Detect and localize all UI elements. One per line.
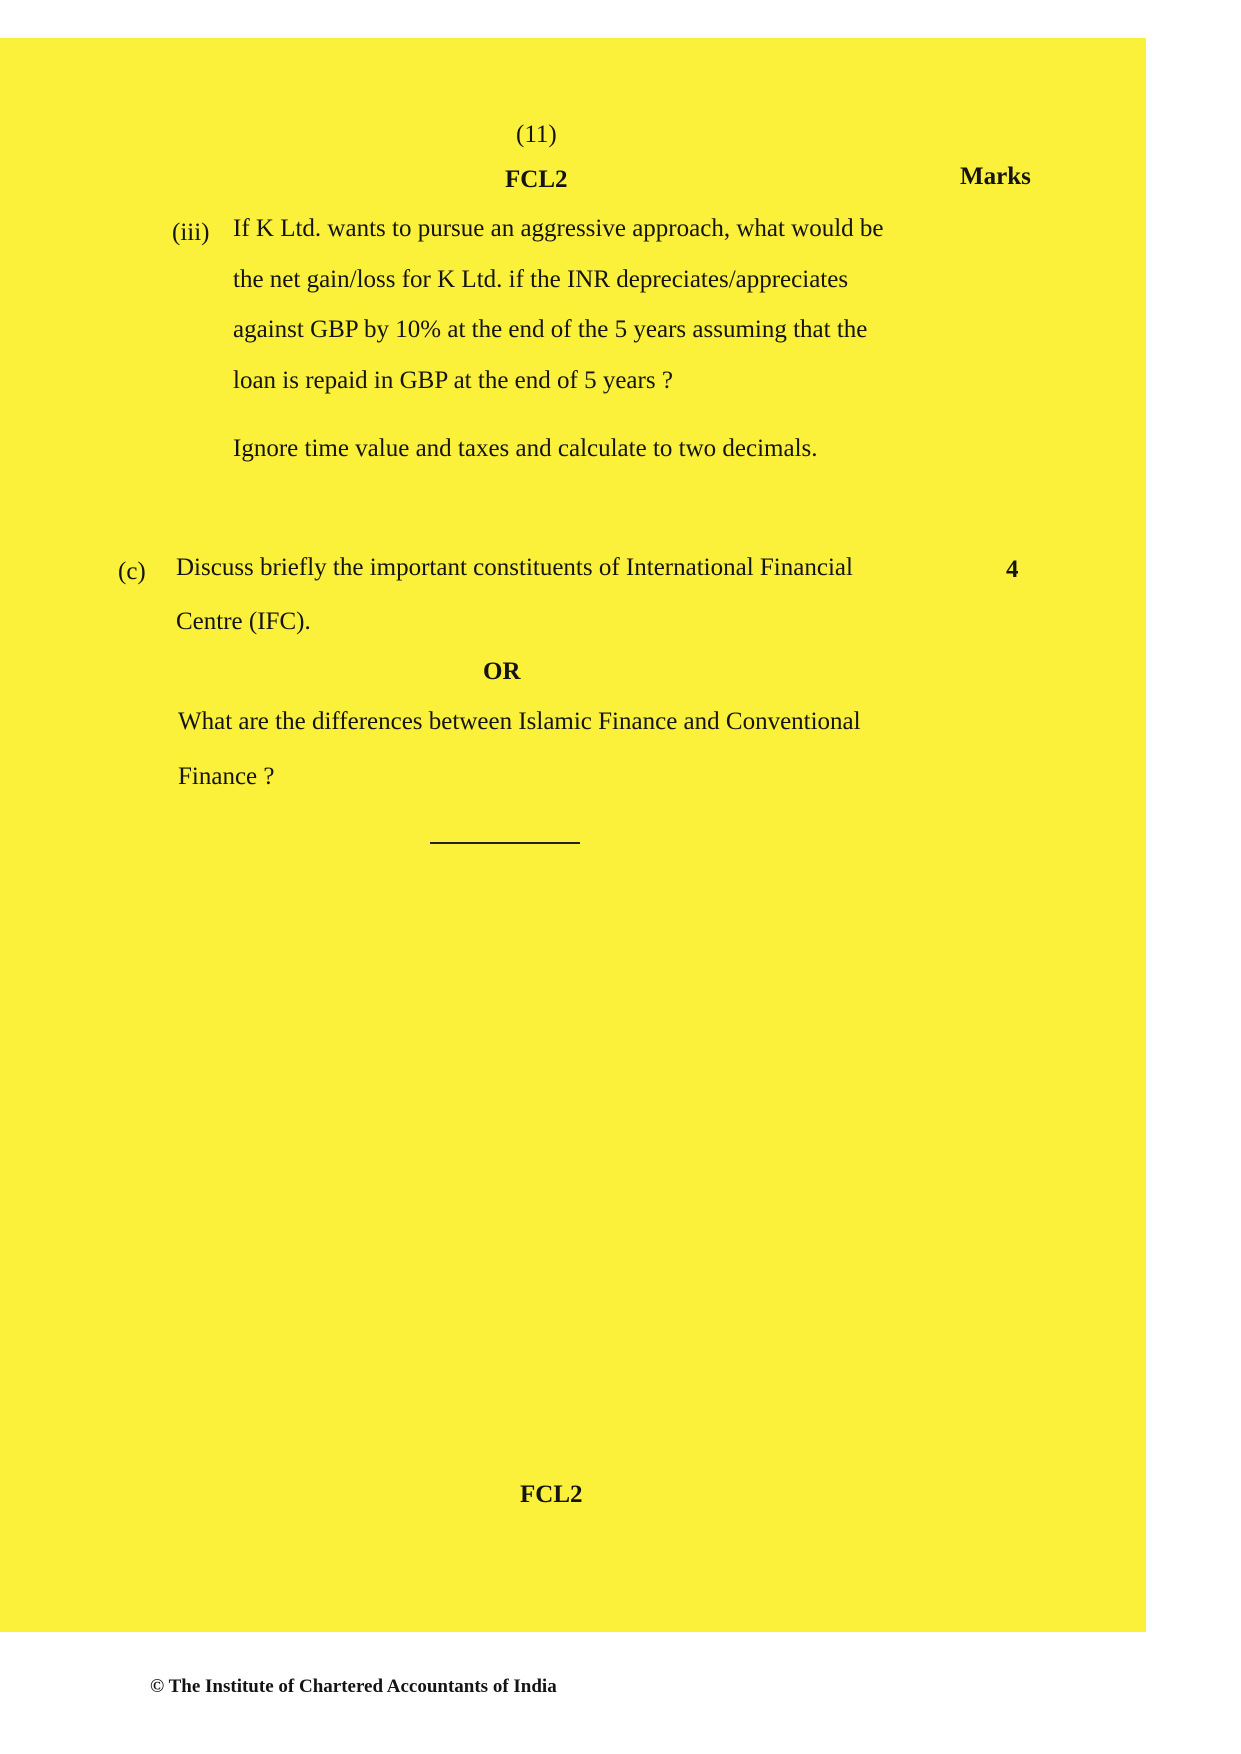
question-iii-line-1-text: If K Ltd. wants to pursue an aggressive approach, what would be [233,215,884,242]
question-c-alt-line-1 [178,707,949,737]
paper-code-header: FCL2 [505,166,568,193]
question-iii-line-3 [233,315,944,345]
question-iii-instruction: Ignore time value and taxes and calculate to two decimals. [233,435,818,462]
copyright-footer: © The Institute of Chartered Accountants of India [150,1676,557,1697]
question-c-line-1 [176,553,947,583]
paper-code-bottom: FCL2 [520,1481,583,1508]
question-c-line-1-text: Discuss briefly the important constituents of International Financial [176,554,853,581]
question-iii-line-4: loan is repaid in GBP at the end of 5 years ? [233,367,673,394]
question-iii-line-2-text: the net gain/loss for K Ltd. if the INR depreciates/appreciates [233,266,849,293]
question-iii-line-3-text: against GBP by 10% at the end of the 5 years assuming that the [233,316,868,343]
marks-column-heading: Marks [960,163,1031,190]
question-iii-line-1 [233,214,944,244]
question-c-marks: 4 [1006,556,1019,583]
page-number: (11) [516,121,557,148]
question-c-alt-line-1-text: What are the differences between Islamic Finance and Conventional [178,708,861,735]
question-iii-number: (iii) [172,219,210,246]
end-of-question-rule [430,842,580,844]
question-c-line-2: Centre (IFC). [176,608,311,635]
or-separator: OR [483,658,521,685]
question-c-alt-line-2: Finance ? [178,763,275,790]
question-iii-line-2 [233,265,944,295]
question-c-number: (c) [118,558,146,585]
